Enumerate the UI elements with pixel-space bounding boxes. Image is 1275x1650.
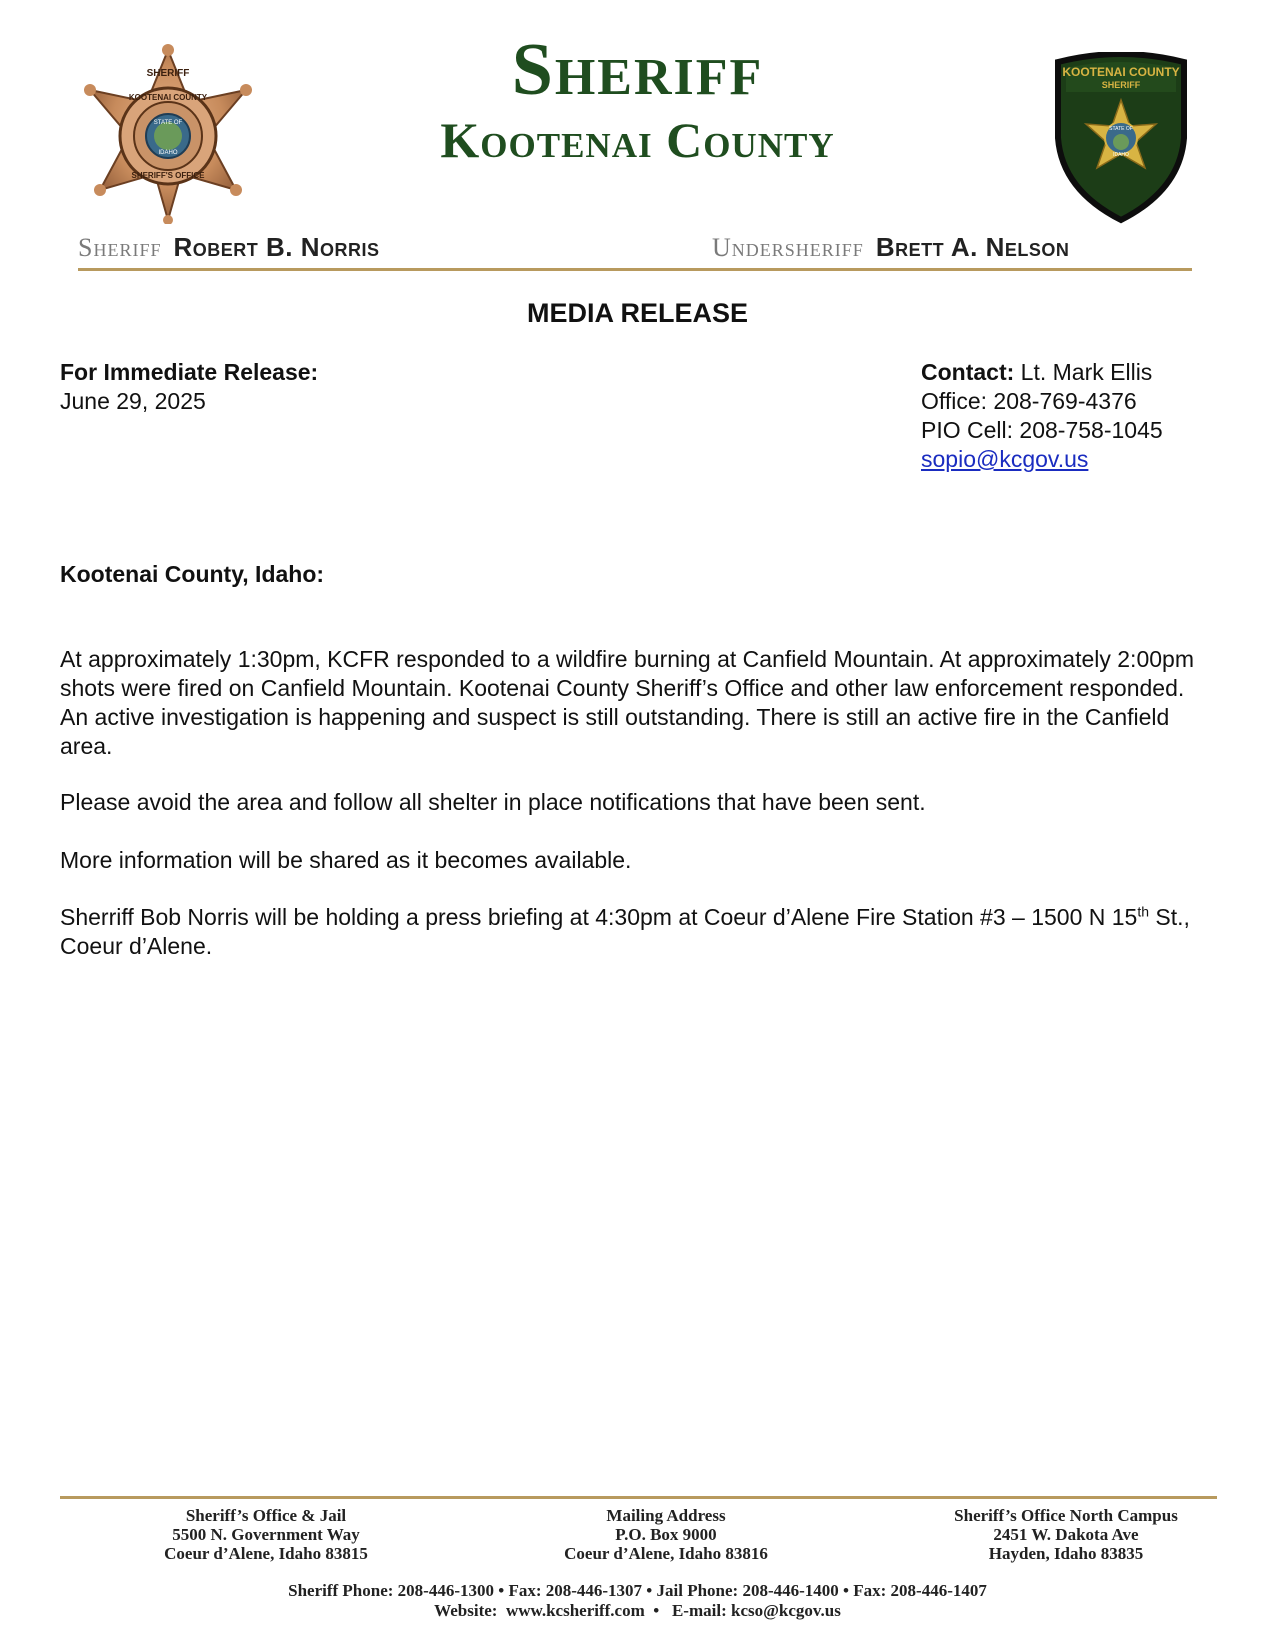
- document-heading: MEDIA RELEASE: [526, 298, 749, 328]
- footer-email-label: E-mail:: [671, 1601, 727, 1620]
- footer-col3-title: Sheriff’s Office North Campus: [954, 1506, 1178, 1525]
- paragraph-4: [60, 903, 1210, 961]
- star-badge-center-top: STATE OF: [153, 120, 183, 126]
- sheriff-name-line: [78, 232, 380, 263]
- footer-phone-numbers: Sheriff Phone: 208-446-1300 • Fax: 208-446-1307 • Jail Phone: 208-446-1400 • Fax: 208-446-1407: [288, 1581, 987, 1600]
- shield-badge-center-top: STATE OF: [1109, 126, 1133, 132]
- paragraph-4-start: Sherriff Bob Norris will be holding a press briefing at 4:30pm at Coeur d’Alene Fire Station #3 – 1500 N 15: [60, 904, 1138, 930]
- footer-website-label: Website:: [434, 1601, 498, 1620]
- footer-col1-line1: 5500 N. Government Way: [172, 1525, 360, 1544]
- office-phone: Office: 208-769-4376: [921, 388, 1137, 414]
- pio-cell: PIO Cell: 208-758-1045: [921, 417, 1163, 443]
- letterhead-county: Kootenai County: [440, 112, 835, 168]
- star-badge-center-bottom: IDAHO: [158, 150, 178, 156]
- footer-north-campus-address: [906, 1506, 1226, 1563]
- footer-website-link[interactable]: www.kcsheriff.com: [505, 1601, 645, 1620]
- paragraph-1: At approximately 1:30pm, KCFR responded to a wildfire burning at Canfield Mountain. At approximately 2:00pm shots were fired on Canfield Mountain. Kootenai County Sheriff’s Office and other law enforcement responded. An active investigation is happening and suspect is still outstanding. There is still an active fire in the Canfield area.: [60, 646, 1194, 759]
- letterhead-title: Sheriff: [511, 29, 764, 111]
- shield-badge-center-bottom: IDAHO: [1113, 152, 1129, 158]
- shield-badge-middle-text: SHERIFF: [1101, 80, 1141, 90]
- release-info: [60, 358, 318, 416]
- footer-col1-title: Sheriff’s Office & Jail: [185, 1506, 347, 1525]
- star-badge-top-text: SHERIFF: [146, 68, 190, 79]
- sheriff-shield-badge-logo: [1050, 52, 1192, 224]
- undersheriff-name: Brett A. Nelson: [875, 232, 1070, 262]
- footer-col2-line1: P.O. Box 9000: [615, 1525, 717, 1544]
- header-divider: [78, 268, 1192, 271]
- sheriff-role: Sheriff: [78, 233, 162, 262]
- star-badge-ring-text: KOOTENAI COUNTY: [128, 93, 208, 102]
- paragraph-3: More information will be shared as it becomes available.: [60, 847, 632, 873]
- contact-line: [921, 358, 1163, 387]
- dateline-location: Kootenai County, Idaho:: [60, 561, 325, 587]
- contact-name: Lt. Mark Ellis: [1020, 359, 1153, 385]
- contact-email-link[interactable]: sopio@kcgov.us: [921, 446, 1089, 472]
- paragraph-2: Please avoid the area and follow all shelter in place notifications that have been sent.: [60, 789, 926, 815]
- sheriff-name: Robert B. Norris: [173, 232, 380, 262]
- footer-office-address: [106, 1506, 426, 1563]
- undersheriff-name-line: [712, 232, 1069, 263]
- footer-col3-line2: Hayden, Idaho 83835: [988, 1544, 1144, 1563]
- footer-mailing-address: [506, 1506, 826, 1563]
- star-badge-bottom-text: SHERIFF'S OFFICE: [131, 171, 205, 180]
- footer-col2-line2: Coeur d’Alene, Idaho 83816: [564, 1544, 768, 1563]
- release-date: June 29, 2025: [60, 388, 206, 414]
- undersheriff-role: Undersheriff: [712, 233, 864, 262]
- footer-col1-line2: Coeur d’Alene, Idaho 83815: [164, 1544, 368, 1563]
- footer-col2-title: Mailing Address: [606, 1506, 726, 1525]
- release-label: For Immediate Release:: [60, 359, 319, 385]
- footer-divider: [60, 1496, 1217, 1499]
- shield-badge-top-text: KOOTENAI COUNTY: [1062, 65, 1180, 79]
- paragraph-4-superscript: th: [1137, 903, 1150, 920]
- contact-info: [921, 358, 1163, 474]
- footer-web-line: Website: www.kcsheriff.com • E-mail: kcso@kcgov.us: [434, 1601, 841, 1620]
- footer-email-link[interactable]: kcso@kcgov.us: [731, 1601, 841, 1620]
- paragraph-4-end: St., Coeur d’Alene.: [60, 904, 1190, 959]
- footer-col3-line1: 2451 W. Dakota Ave: [993, 1525, 1139, 1544]
- contact-label: Contact:: [921, 359, 1015, 385]
